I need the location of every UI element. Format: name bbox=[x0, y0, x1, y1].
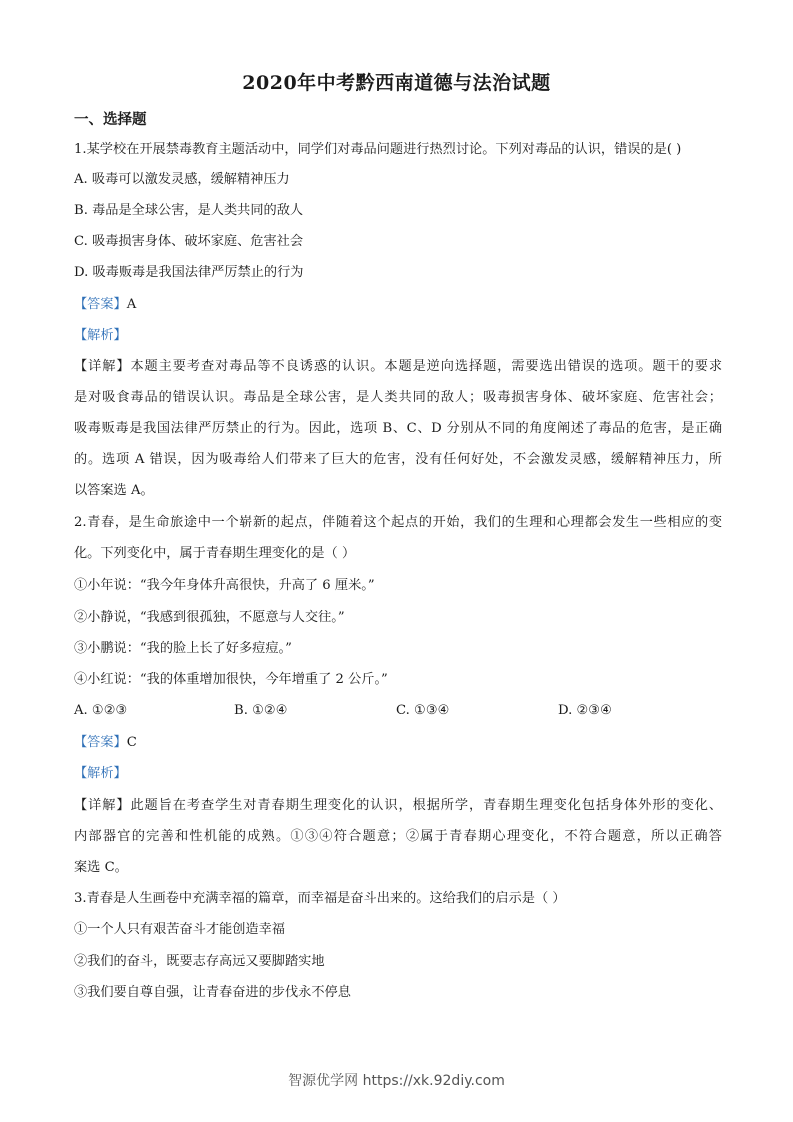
question-1-detail-line: 以答案选 A。 bbox=[74, 483, 154, 498]
answer-value: C bbox=[126, 735, 137, 750]
answer-tag: 【答案】 bbox=[74, 297, 127, 312]
question-2-option-d: D. ②③④ bbox=[558, 703, 612, 718]
question-1-option-a: A. 吸毒可以激发灵感，缓解精神压力 bbox=[74, 172, 290, 187]
question-2-analysis bbox=[74, 765, 127, 783]
question-2-stem: 化。下列变化中，属于青春期生理变化的是（ ） bbox=[74, 546, 356, 561]
question-2-options bbox=[74, 703, 724, 721]
question-1-detail-line: 是对吸食毒品的错误认识。毒品是全球公害，是人类共同的敌人；吸毒损害身体、破坏家庭、危害社会； bbox=[74, 390, 722, 405]
question-2-detail-line: 案选 C。 bbox=[74, 860, 128, 875]
question-3-item: ③我们要自尊自强，让青春奋进的步伐永不停息 bbox=[74, 985, 351, 1000]
question-2-item: ④小红说：“我的体重增加很快，今年增重了 2 公斤。” bbox=[74, 672, 388, 687]
question-3-item: ②我们的奋斗，既要志存高远又要脚踏实地 bbox=[74, 954, 325, 969]
section-heading: 一、选择题 bbox=[74, 111, 147, 128]
answer-value: A bbox=[126, 297, 137, 312]
question-1-option-b: B. 毒品是全球公害，是人类共同的敌人 bbox=[74, 203, 304, 218]
question-1-answer bbox=[74, 296, 136, 314]
question-2-option-c: C. ①③④ bbox=[396, 703, 450, 718]
question-2-item: ①小年说：“我今年身体升高很快，升高了 6 厘米。” bbox=[74, 578, 375, 593]
question-1-detail-line: 的。选项 A 错误，因为吸毒给人们带来了巨大的危害，没有任何好处，不会激发灵感，缓解精神压力，所 bbox=[74, 452, 722, 467]
detail-tag: 【详解】 bbox=[74, 359, 131, 374]
question-3-item: ①一个人只有艰苦奋斗才能创造幸福 bbox=[74, 922, 285, 937]
question-2-detail-line: 内部器官的完善和性机能的成熟。①③④符合题意；②属于青春期心理变化，不符合题意，所以正确答 bbox=[74, 829, 722, 844]
question-1-detail-line bbox=[74, 358, 722, 376]
analysis-tag: 【解析】 bbox=[74, 328, 127, 343]
question-2-option-b: B. ①②④ bbox=[234, 703, 288, 718]
question-3-stem: 3.青春是人生画卷中充满幸福的篇章，而幸福是奋斗出来的。这给我们的启示是（ ） bbox=[74, 891, 566, 906]
question-1-detail-line: 吸毒贩毒是我国法律严厉禁止的行为。因此，选项 B、C、D 分别从不同的角度阐述了毒品的危害，是正确 bbox=[74, 421, 722, 436]
analysis-tag: 【解析】 bbox=[74, 766, 127, 781]
question-2-item: ②小静说，“我感到很孤独，不愿意与人交往。” bbox=[74, 610, 345, 625]
question-2-item: ③小鹏说：“我的脸上长了好多痘痘。” bbox=[74, 641, 292, 656]
detail-text: 本题主要考查对毒品等不良诱惑的认识。本题是逆向选择题，需要选出错误的选项。题干的要求 bbox=[130, 359, 723, 374]
answer-tag: 【答案】 bbox=[74, 735, 127, 750]
detail-text: 此题旨在考查学生对青春期生理变化的认识，根据所学，青春期生理变化包括身体外形的变化、 bbox=[130, 798, 723, 813]
question-2-stem: 2.青春，是生命旅途中一个崭新的起点，伴随着这个起点的开始，我们的生理和心理都会发生一些相应的变 bbox=[74, 515, 722, 530]
question-2-answer bbox=[74, 734, 137, 752]
question-1-analysis bbox=[74, 327, 127, 345]
question-1-option-c: C. 吸毒损害身体、破坏家庭、危害社会 bbox=[74, 234, 304, 249]
question-1-stem: 1.某学校在开展禁毒教育主题活动中，同学们对毒品问题进行热烈讨论。下列对毒品的认识，错误的是( ) bbox=[74, 142, 682, 157]
question-2-option-a: A. ①②③ bbox=[74, 703, 128, 718]
question-1-option-d: D. 吸毒贩毒是我国法律严厉禁止的行为 bbox=[74, 265, 304, 280]
page-title: 2020年中考黔西南道德与法治试题 bbox=[242, 72, 551, 94]
question-2-detail-line bbox=[74, 797, 722, 815]
footer-watermark: 智源优学网 https://xk.92diy.com bbox=[288, 1073, 505, 1089]
detail-tag: 【详解】 bbox=[74, 798, 131, 813]
